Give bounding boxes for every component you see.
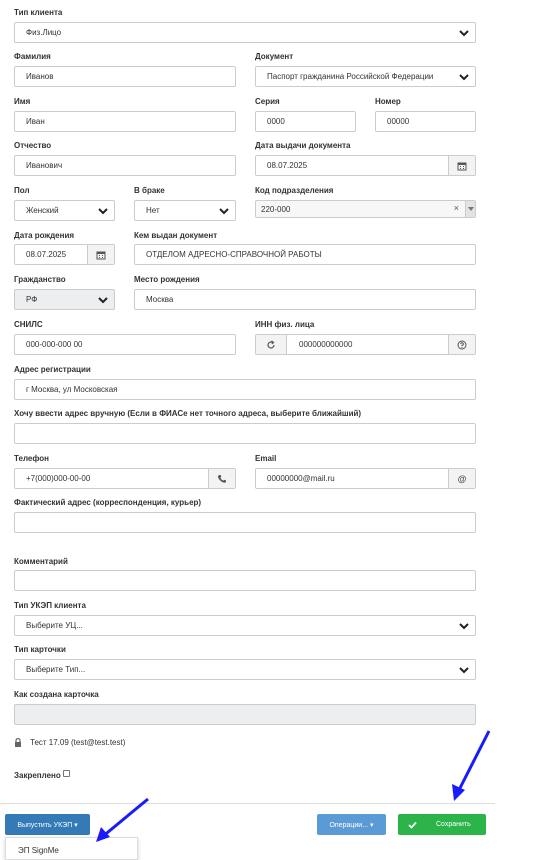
clear-icon[interactable]: × [453,203,459,213]
phone-button[interactable] [208,468,236,489]
married-value: Нет [146,206,160,215]
issue-date-label: Дата выдачи документа [255,141,351,150]
created-how-label: Как создана карточка [14,690,99,699]
phone-input[interactable] [14,468,236,489]
calendar-icon [96,250,106,260]
citizenship-label: Гражданство [14,275,66,284]
client-type-value: Физ.Лицо [26,28,62,37]
series-input[interactable] [255,111,356,132]
gender-select[interactable] [14,200,115,221]
manual-address-label: Хочу ввести адрес вручную (Если в ФИАСе нет точного адреса, выберите ближайший) [14,409,362,418]
check-icon [408,821,417,829]
birth-date-input[interactable] [14,244,115,265]
reg-address-input[interactable] [14,379,476,400]
caret-down-icon [467,206,475,212]
calendar-button[interactable] [448,155,476,176]
issue-ukep-button[interactable]: Выпустить УКЭП ▾ [5,814,90,835]
birth-date-label: Дата рождения [14,231,75,240]
email-label: Email [255,454,277,463]
name-input[interactable] [14,111,236,132]
citizenship-select[interactable] [14,289,115,310]
at-icon: @ [448,468,476,489]
citizenship-value: РФ [26,295,38,304]
patronymic-label: Отчество [14,141,52,150]
actual-address-label: Фактический адрес (корреспонденция, курьер) [14,498,202,507]
division-code-label: Код подразделения [255,186,334,195]
number-input[interactable] [375,111,476,132]
name-label: Имя [14,97,31,106]
calendar-button[interactable] [87,244,115,265]
birth-place-label: Место рождения [134,275,200,284]
division-dropdown-toggle[interactable] [465,201,475,217]
birth-place-input[interactable] [134,289,476,310]
chevron-down-icon [219,207,229,215]
chevron-down-icon [98,207,108,215]
chevron-down-icon [459,29,469,37]
pinned-label: Закреплено [14,771,61,780]
chevron-down-icon [459,666,469,674]
reg-address-value: г Москва, ул Московская [26,385,118,394]
name-value: Иван [26,117,45,126]
help-icon [457,340,467,350]
patronymic-value: Иванович [26,161,63,170]
manual-address-input[interactable] [14,423,476,444]
issued-by-label: Кем выдан документ [134,231,218,240]
division-code-select[interactable] [255,200,476,218]
arrow-icon [446,727,494,805]
reg-address-label: Адрес регистрации [14,365,91,374]
division-code-value: 220-000 [261,204,291,214]
issued-by-input[interactable] [134,244,476,265]
married-select[interactable] [134,200,236,221]
issue-date-value: 08.07.2025 [267,161,308,170]
ukep-type-select[interactable] [14,615,476,636]
snils-input[interactable] [14,334,236,355]
ukep-type-label: Тип УКЭП клиента [14,601,86,610]
email-value: 00000000@mail.ru [267,474,335,483]
chevron-down-icon [98,296,108,304]
calendar-icon [457,161,467,171]
surname-value: Иванов [26,72,54,81]
snils-value: 000-000-000 00 [26,340,83,349]
gender-label: Пол [14,186,30,195]
card-type-label: Тип карточки [14,645,66,654]
help-button[interactable] [448,334,476,355]
birth-place-value: Москва [146,295,174,304]
card-type-value: Выберите Тип... [26,665,86,674]
chevron-down-icon [459,622,469,630]
lock-icon [14,738,22,747]
inn-value: 000000000000 [299,340,353,349]
number-value: 00000 [387,117,410,126]
client-type-label: Тип клиента [14,8,63,17]
chevron-down-icon [459,73,469,81]
email-input[interactable] [255,468,476,489]
user-info: Тест 17.09 (test@test.test) [30,738,126,747]
comment-input[interactable] [14,570,476,591]
document-value: Паспорт гражданина Российской Федерации [267,72,434,81]
series-value: 0000 [267,117,285,126]
save-button[interactable] [398,814,486,835]
refresh-icon [266,340,276,350]
ukep-type-value: Выберите УЦ... [26,621,83,630]
series-label: Серия [255,97,280,106]
actual-address-input[interactable] [14,512,476,533]
dropdown-item-signme[interactable]: ЭП SignMe [18,846,59,855]
created-how-input [14,704,476,725]
phone-icon [217,474,227,484]
document-label: Документ [255,52,294,61]
patronymic-input[interactable] [14,155,236,176]
inn-input[interactable] [255,334,476,355]
refresh-button[interactable] [255,334,287,355]
married-label: В браке [134,186,165,195]
gender-value: Женский [26,206,59,215]
birth-date-value: 08.07.2025 [26,250,67,259]
client-type-select[interactable] [14,22,476,43]
arrow-icon [90,795,154,847]
issue-date-input[interactable] [255,155,476,176]
phone-label: Телефон [14,454,49,463]
footer-divider [0,803,495,804]
card-type-select[interactable] [14,659,476,680]
snils-label: СНИЛС [14,320,43,329]
pinned-checkbox[interactable] [63,770,70,777]
save-button-label: Сохранить [436,821,471,828]
document-select[interactable] [255,66,476,87]
number-label: Номер [375,97,401,106]
comment-label: Комментарий [14,557,68,566]
inn-label: ИНН физ. лица [255,320,315,329]
issued-by-value: ОТДЕЛОМ АДРЕСНО-СПРАВОЧНОЙ РАБОТЫ [146,250,322,259]
surname-input[interactable] [14,66,236,87]
operations-button[interactable]: Операции... ▾ [317,814,386,835]
surname-label: Фамилия [14,52,51,61]
phone-value: +7(000)000-00-00 [26,474,91,483]
